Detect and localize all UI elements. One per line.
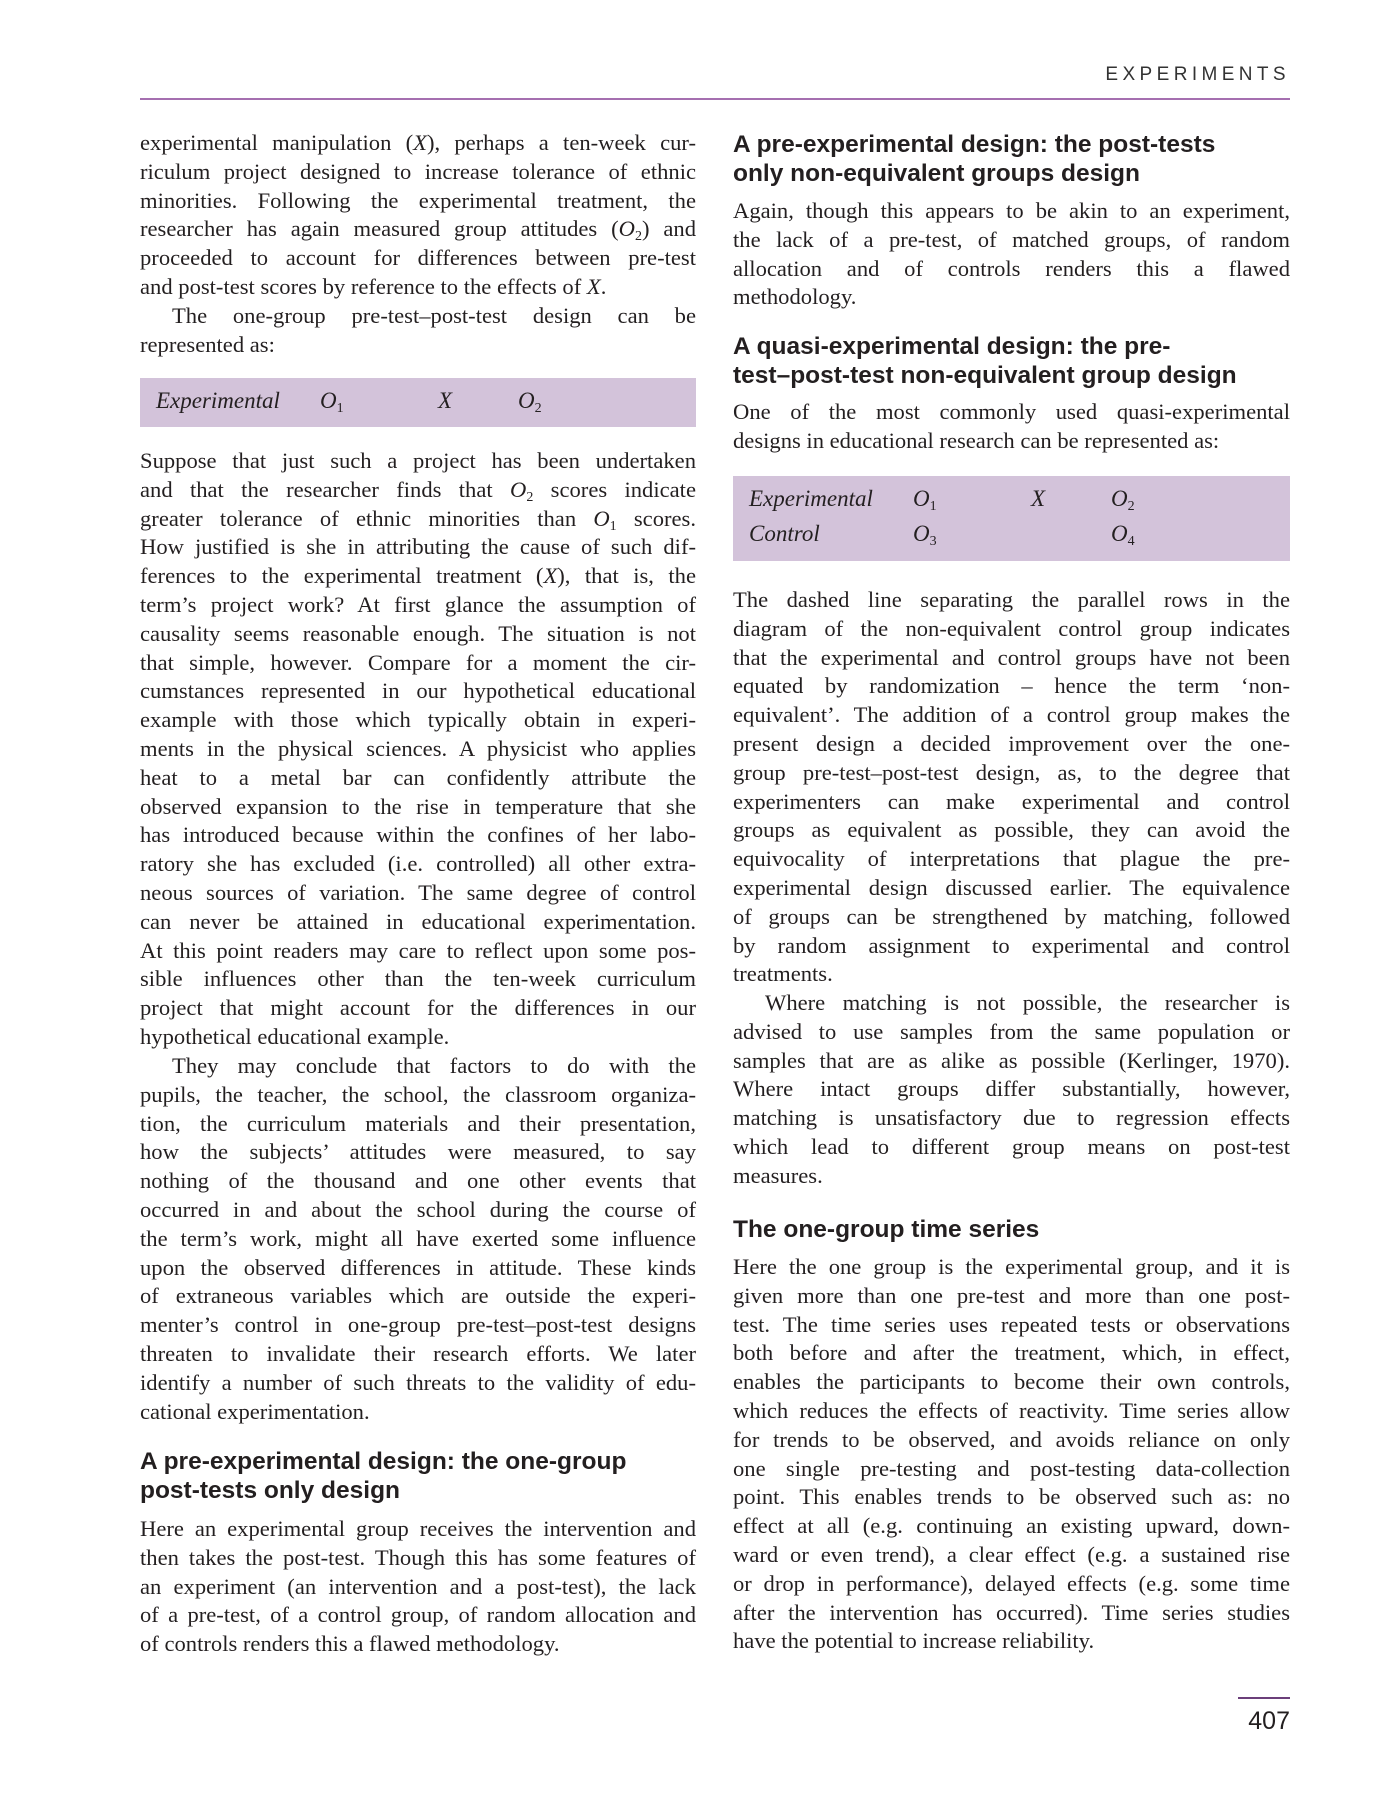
heading-line: The one-group time series <box>733 1216 1040 1243</box>
text-line: equated by randomization – hence the term ‘non- <box>733 673 1290 699</box>
paragraph <box>140 302 696 360</box>
text-line: threaten to invalidate their research efforts. We later <box>140 1340 696 1366</box>
design-row <box>733 482 1290 517</box>
treatment: X <box>1031 486 1046 511</box>
text-line: project that might account for the differences in our <box>140 995 696 1021</box>
group-label: Control <box>749 521 820 546</box>
text-line: minorities. Following the experimental treatment, the <box>140 187 696 213</box>
text-line: pupils, the teacher, the school, the classroom organiza- <box>140 1081 696 1107</box>
text-line: equivalent’. The addition of a control group makes the <box>733 702 1290 728</box>
text-line: or drop in performance), delayed effects (e.g. some time <box>733 1570 1290 1596</box>
text-line: Where intact groups differ substantially, however, <box>733 1076 1290 1102</box>
text-line: Suppose that just such a project has been undertaken <box>140 448 696 473</box>
text-line: has introduced because within the confines of her labo- <box>140 822 696 848</box>
text-line: diagram of the non-equivalent control group indicates <box>733 615 1290 641</box>
text-line: Here the one group is the experimental group, and it is <box>733 1254 1290 1279</box>
text-line: the term’s work, might all have exerted some influence <box>140 1225 696 1251</box>
paragraph <box>140 1515 696 1659</box>
paragraph <box>140 1052 696 1426</box>
post-test-observation: $O_2$ <box>518 388 542 416</box>
paragraph <box>733 197 1290 312</box>
post-test-observation: $O_4$ <box>1111 521 1135 549</box>
text-line: At this point readers may care to reflect upon some pos- <box>140 937 696 963</box>
section-heading <box>733 131 1290 188</box>
text-line: by random assignment to experimental and control <box>733 932 1290 958</box>
text-line: of a pre-test, of a control group, of random allocation and <box>140 1602 696 1628</box>
text-line: that the experimental and control groups have not been <box>733 644 1290 670</box>
text-line: example with those which typically obtain in experi- <box>140 707 696 733</box>
text-line: present design a decided improvement over the one- <box>733 730 1290 756</box>
text-line: They may conclude that factors to do with the <box>172 1053 696 1078</box>
text-line: identify a number of such threats to the validity of edu- <box>140 1369 696 1395</box>
text-line: groups as equivalent as possible, they can avoid the <box>733 817 1290 843</box>
text-line: enables the participants to become their own controls, <box>733 1369 1290 1395</box>
text-line: the lack of a pre-test, of matched groups, of random <box>733 226 1290 252</box>
text-line: ments in the physical sciences. A physicist who applies <box>140 735 696 761</box>
heading-line: A pre-experimental design: the post-tests <box>733 131 1216 158</box>
heading-line: only non-equivalent groups design <box>733 159 1140 187</box>
text-line: Here an experimental group receives the intervention and <box>140 1516 696 1541</box>
text-line: group pre-test–post-test design, as, to the degree that <box>733 759 1290 785</box>
design-row <box>733 517 1290 552</box>
text-line: allocation and of controls renders this a flawed <box>733 255 1290 281</box>
heading-line: A quasi-experimental design: the pre- <box>733 333 1171 360</box>
heading-line: A pre-experimental design: the one-group <box>140 1448 627 1475</box>
group-label: Experimental <box>156 388 280 413</box>
text-line: that simple, however. Compare for a moment the cir- <box>140 649 696 675</box>
text-line: observed expansion to the rise in temperature that she <box>140 793 696 819</box>
post-test-observation: $O_2$ <box>1111 486 1135 514</box>
text-line: hypothetical educational example. <box>140 1023 450 1049</box>
text-line: given more than one pre-test and more than one post- <box>733 1282 1290 1308</box>
text-line: an experiment (an intervention and a post-test), the lack <box>140 1573 696 1599</box>
section-heading <box>140 1448 696 1505</box>
text-line: point. This enables trends to be observed such as: no <box>733 1484 1290 1510</box>
text-line: advised to use samples from the same population or <box>733 1018 1290 1044</box>
paragraph <box>733 1253 1290 1656</box>
text-line: One of the most commonly used quasi-experimental <box>733 399 1290 424</box>
text-line: sible influences other than the ten-week curriculum <box>140 966 696 992</box>
text-line: equivocality of interpretations that plague the pre- <box>733 846 1290 872</box>
text-line: Again, though this appears to be akin to an experiment, <box>733 198 1290 223</box>
text-line: represented as: <box>140 331 275 357</box>
text-line: experimental design discussed earlier. The equivalence <box>733 874 1290 900</box>
text-line: researcher has again measured group attitudes $(O_2)$ and <box>140 216 697 245</box>
text-line: of extraneous variables which are outside the experi- <box>140 1283 696 1309</box>
text-line: of controls renders this a flawed methodology. <box>140 1631 560 1657</box>
text-line: ward or even trend), a clear effect (e.g. a sustained rise <box>733 1541 1290 1567</box>
text-line: treatments. <box>733 961 833 987</box>
text-line: one single pre-testing and post-testing data-collection <box>733 1455 1290 1481</box>
text-line: measures. <box>733 1162 823 1188</box>
text-line: ferences to the experimental treatment (X), that is, the <box>140 563 696 589</box>
text-line: which lead to different group means on post-test <box>733 1133 1290 1159</box>
text-line: and that the researcher finds that $O_2$ scores indicate <box>140 476 696 505</box>
paragraph <box>140 129 696 302</box>
text-line: effect at all (e.g. continuing an existing upward, down- <box>733 1513 1290 1539</box>
text-line: which reduces the effects of reactivity. Time series allow <box>733 1397 1290 1423</box>
text-line: samples that are as alike as possible (Kerlinger, 1970). <box>733 1047 1290 1073</box>
text-line: and post-test scores by reference to the effects of X. <box>140 273 607 299</box>
text-line: experimenters can make experimental and control <box>733 788 1290 814</box>
design-table-nonequivalent <box>733 476 1290 561</box>
running-head-title: EXPERIMENTS <box>1105 64 1290 85</box>
group-label: Experimental <box>749 486 873 511</box>
text-line: How justified is she in attributing the cause of such dif- <box>140 534 696 560</box>
text-line: tion, the curriculum materials and their presentation, <box>140 1110 696 1136</box>
text-line: cumstances represented in our hypothetical educational <box>140 678 696 704</box>
text-line: after the intervention has occurred). Time series studies <box>733 1599 1290 1625</box>
text-line: greater tolerance of ethnic minorities than $O_1$ scores. <box>140 505 696 534</box>
text-line: of groups can be strengthened by matching, followed <box>733 903 1290 929</box>
text-line: The dashed line separating the parallel rows in the <box>733 587 1290 612</box>
paragraph <box>140 447 696 1052</box>
text-line: have the potential to increase reliability. <box>733 1628 1095 1654</box>
text-line: test. The time series uses repeated tests or observations <box>733 1311 1290 1337</box>
text-line: proceeded to account for differences between pre-test <box>140 245 696 271</box>
text-line: upon the observed differences in attitude. These kinds <box>140 1254 696 1280</box>
paragraph <box>733 398 1290 456</box>
text-line: cational experimentation. <box>140 1398 370 1424</box>
section-heading <box>733 1216 1290 1245</box>
right-column <box>733 0 1290 1800</box>
text-line: causality seems reasonable enough. The situation is not <box>140 620 696 646</box>
left-column <box>140 0 696 1800</box>
pre-test-observation: $O_1$ <box>320 388 344 416</box>
text-line: Where matching is not possible, the researcher is <box>765 990 1290 1015</box>
text-line: menter’s control in one-group pre-test–post-test designs <box>140 1312 696 1338</box>
folio-rule <box>1238 1697 1290 1699</box>
heading-line: post-tests only design <box>140 1476 401 1504</box>
design-row <box>140 384 696 419</box>
heading-line: test–post-test non-equivalent group design <box>733 361 1237 389</box>
text-line: ratory she has excluded (i.e. controlled) all other extra- <box>140 851 696 877</box>
text-line: nothing of the thousand and one other events that <box>140 1168 696 1194</box>
design-table-one-group <box>140 378 696 427</box>
text-line: occurred in and about the school during the course of <box>140 1196 696 1222</box>
paragraph <box>733 586 1290 989</box>
text-line: riculum project designed to increase tolerance of ethnic <box>140 158 696 184</box>
treatment: X <box>438 388 453 413</box>
text-line: experimental manipulation (X), perhaps a ten-week cur- <box>140 130 696 155</box>
text-line: matching is unsatisfactory due to regression effects <box>733 1105 1290 1131</box>
text-line: how the subjects’ attitudes were measured, to say <box>140 1139 696 1165</box>
text-line: heat to a metal bar can confidently attribute the <box>140 764 696 790</box>
text-line: for trends to be observed, and avoids reliance on only <box>733 1426 1290 1452</box>
pre-test-observation: $O_1$ <box>913 486 937 514</box>
text-line: designs in educational research can be represented as: <box>733 427 1220 453</box>
text-line: both before and after the treatment, which, in effect, <box>733 1340 1290 1366</box>
page-number: 407 <box>1248 1707 1290 1735</box>
pre-test-observation: $O_3$ <box>913 521 937 549</box>
text-line: can never be attained in educational experimentation. <box>140 908 696 934</box>
text-line: term’s project work? At first glance the assumption of <box>140 591 696 617</box>
text-line: The one-group pre-test–post-test design can be <box>172 303 696 328</box>
text-line: neous sources of variation. The same degree of control <box>140 879 696 905</box>
text-line: then takes the post-test. Though this has some features of <box>140 1544 696 1570</box>
section-heading <box>733 333 1290 390</box>
text-line: methodology. <box>733 284 857 310</box>
paragraph <box>733 989 1290 1191</box>
